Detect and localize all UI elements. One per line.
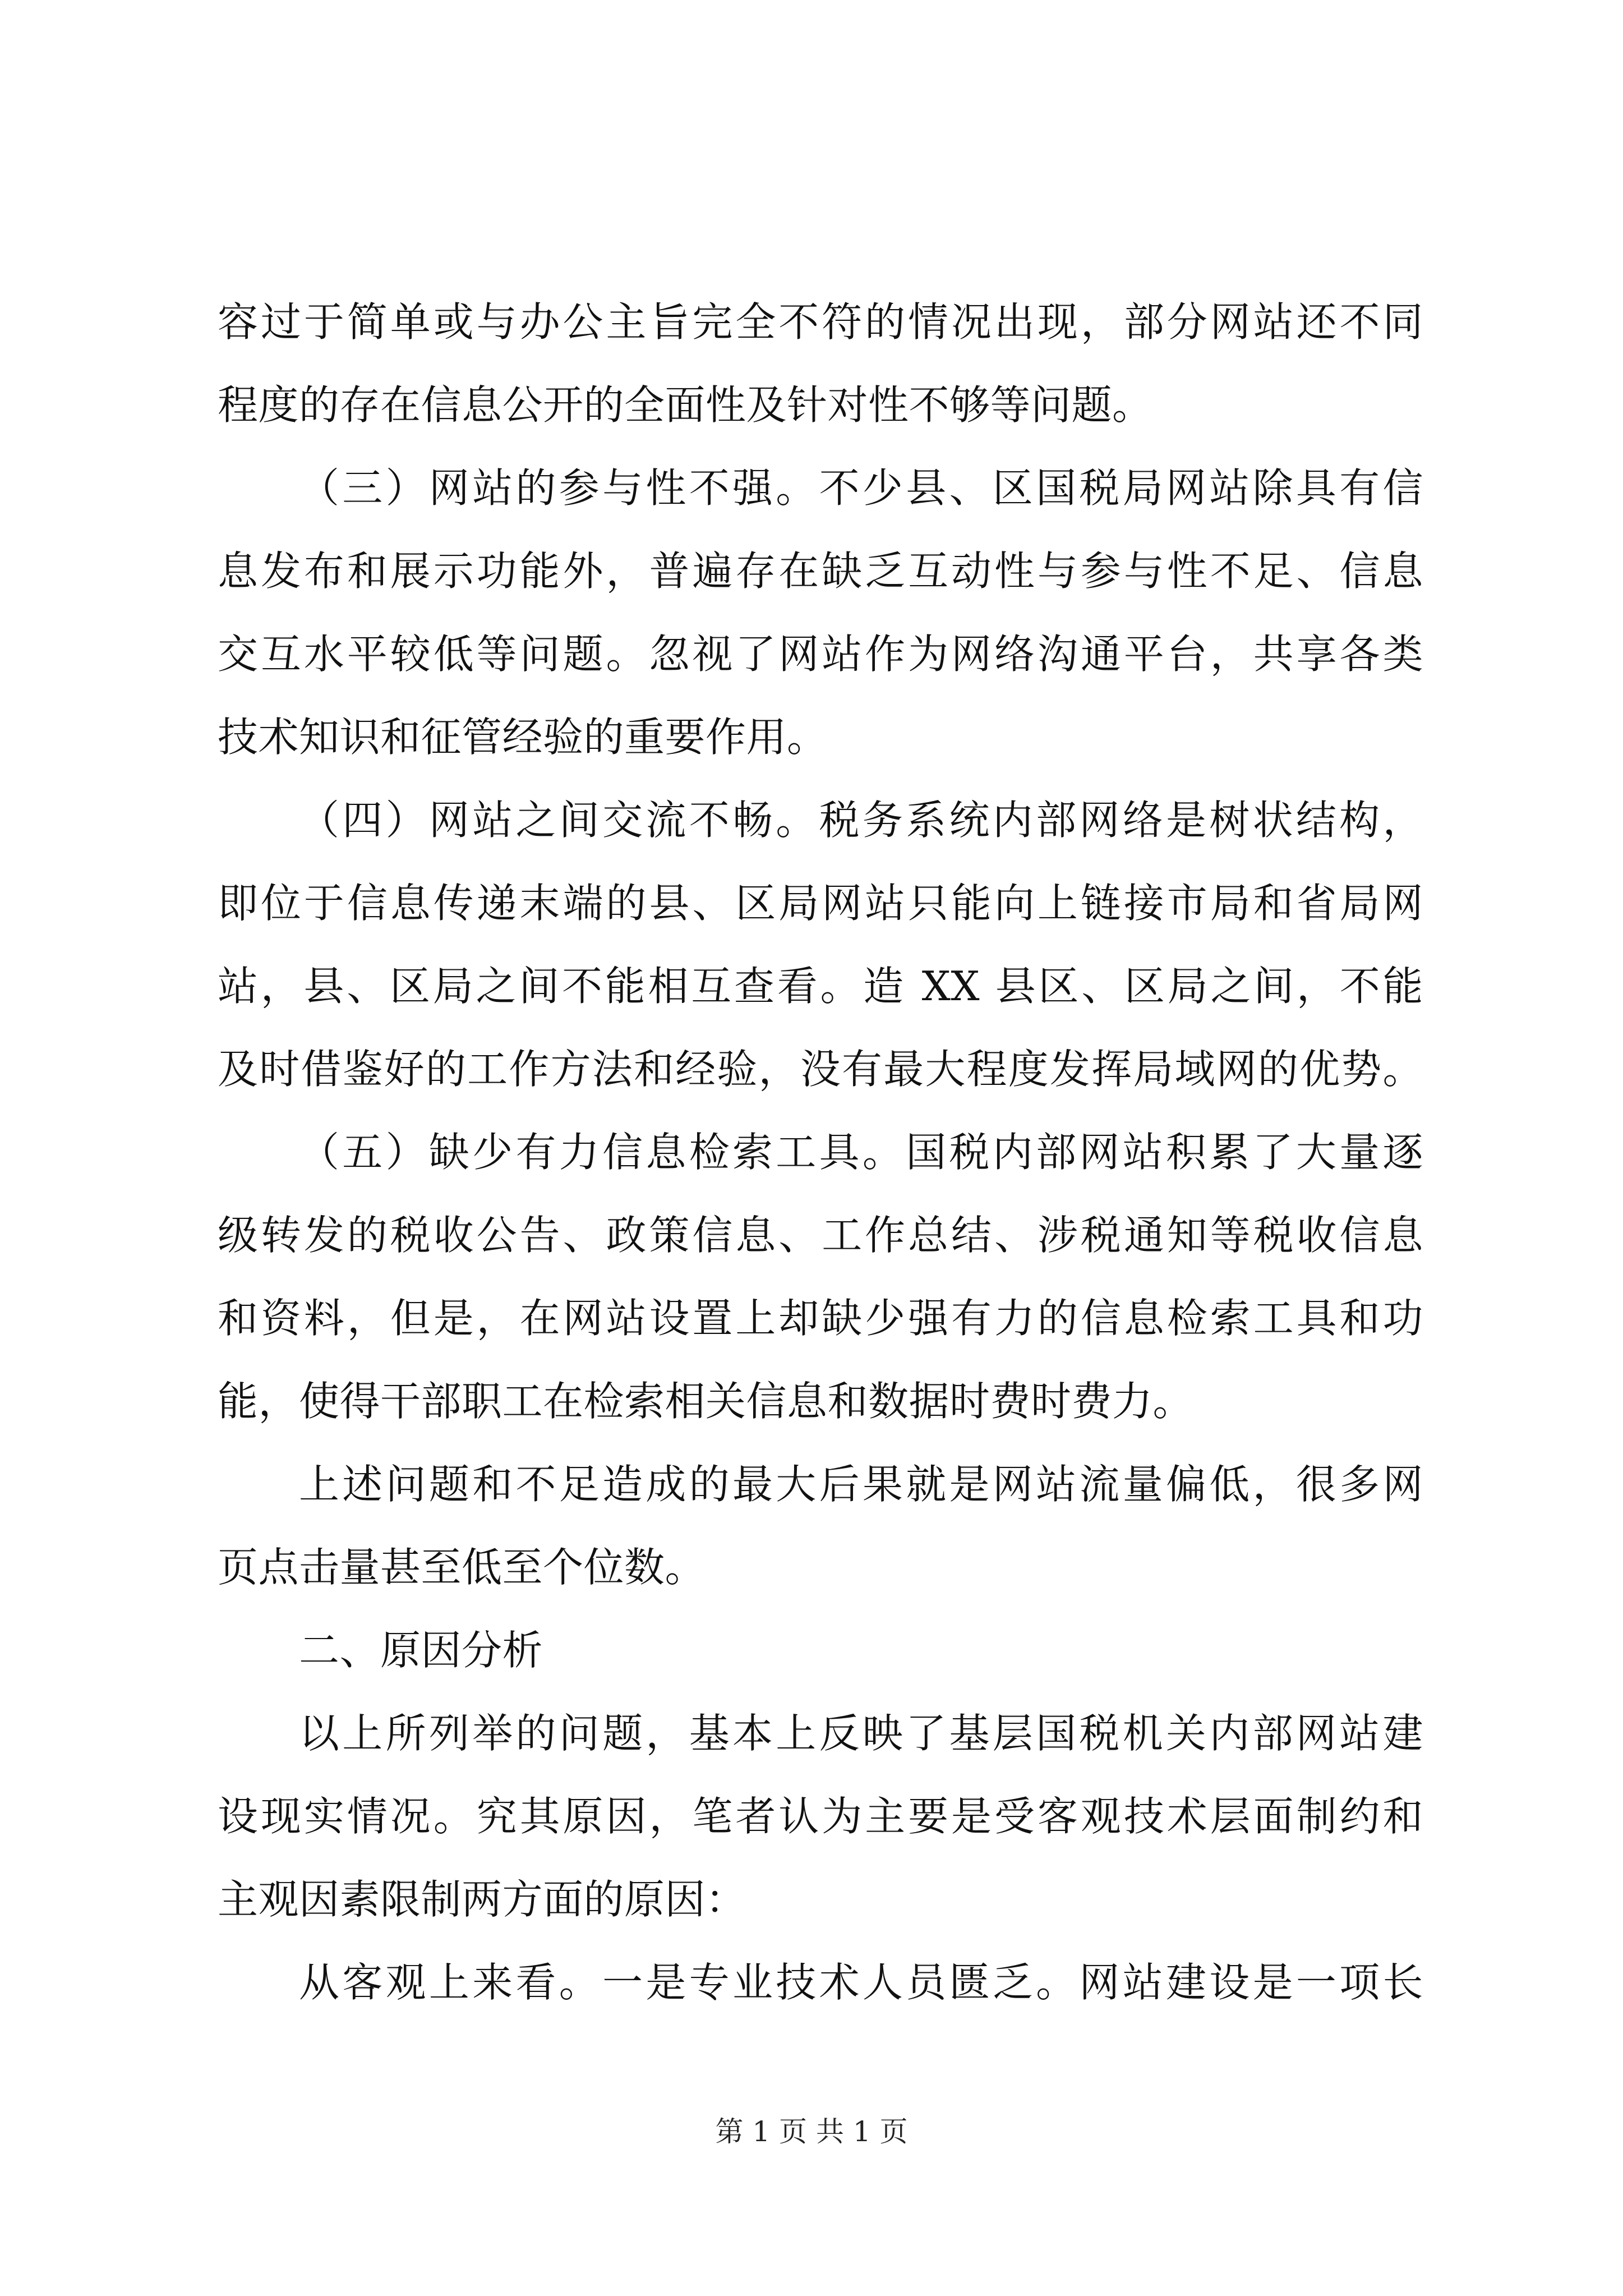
section-heading: 二、原因分析	[299, 1627, 543, 1674]
text-line: 从客观上来看。一是专业技术人员匮乏。网站建设是一项长	[299, 1959, 1423, 2006]
text-line: 即位于信息传递末端的县、区局网站只能向上链接市局和省局网	[218, 880, 1423, 927]
text-line: 能，使得干部职工在检索相关信息和数据时费时费力。	[218, 1378, 1194, 1425]
text-line: （四）网站之间交流不畅。税务系统内部网络是树状结构，	[299, 797, 1423, 844]
text-line: （五）缺少有力信息检索工具。国税内部网站积累了大量逐	[299, 1129, 1423, 1176]
text-line: 设现实情况。究其原因，笔者认为主要是受客观技术层面制约和	[218, 1793, 1423, 1840]
text-line: 级转发的税收公告、政策信息、工作总结、涉税通知等税收信息	[218, 1212, 1423, 1259]
text-line: 页点击量甚至低至个位数。	[218, 1544, 706, 1591]
text-line: 技术知识和征管经验的重要作用。	[218, 714, 828, 761]
text-line: 上述问题和不足造成的最大后果就是网站流量偏低，很多网	[299, 1461, 1423, 1508]
text-line: 主观因素限制两方面的原因：	[218, 1876, 746, 1923]
text-line: 容过于简单或与办公主旨完全不符的情况出现，部分网站还不同	[218, 298, 1423, 346]
text-line: 以上所列举的问题，基本上反映了基层国税机关内部网站建	[299, 1710, 1423, 1757]
text-line: 站，县、区局之间不能相互查看。造 XX 县区、区局之间，不能	[218, 963, 1423, 1010]
body-text	[218, 280, 1423, 2024]
text-line: 及时借鉴好的工作方法和经验，没有最大程度发挥局域网的优势。	[218, 1046, 1423, 1093]
text-line: 和资料，但是，在网站设置上却缺少强有力的信息检索工具和功	[218, 1295, 1423, 1342]
text-line: 程度的存在信息公开的全面性及针对性不够等问题。	[218, 381, 1153, 429]
text-line: 息发布和展示功能外，普遍存在缺乏互动性与参与性不足、信息	[218, 547, 1423, 595]
text-line: 交互水平较低等问题。忽视了网站作为网络沟通平台，共享各类	[218, 631, 1423, 678]
page-footer: 第 1 页 共 1 页	[715, 2115, 908, 2148]
text-line: （三）网站的参与性不强。不少县、区国税局网站除具有信	[299, 464, 1423, 512]
